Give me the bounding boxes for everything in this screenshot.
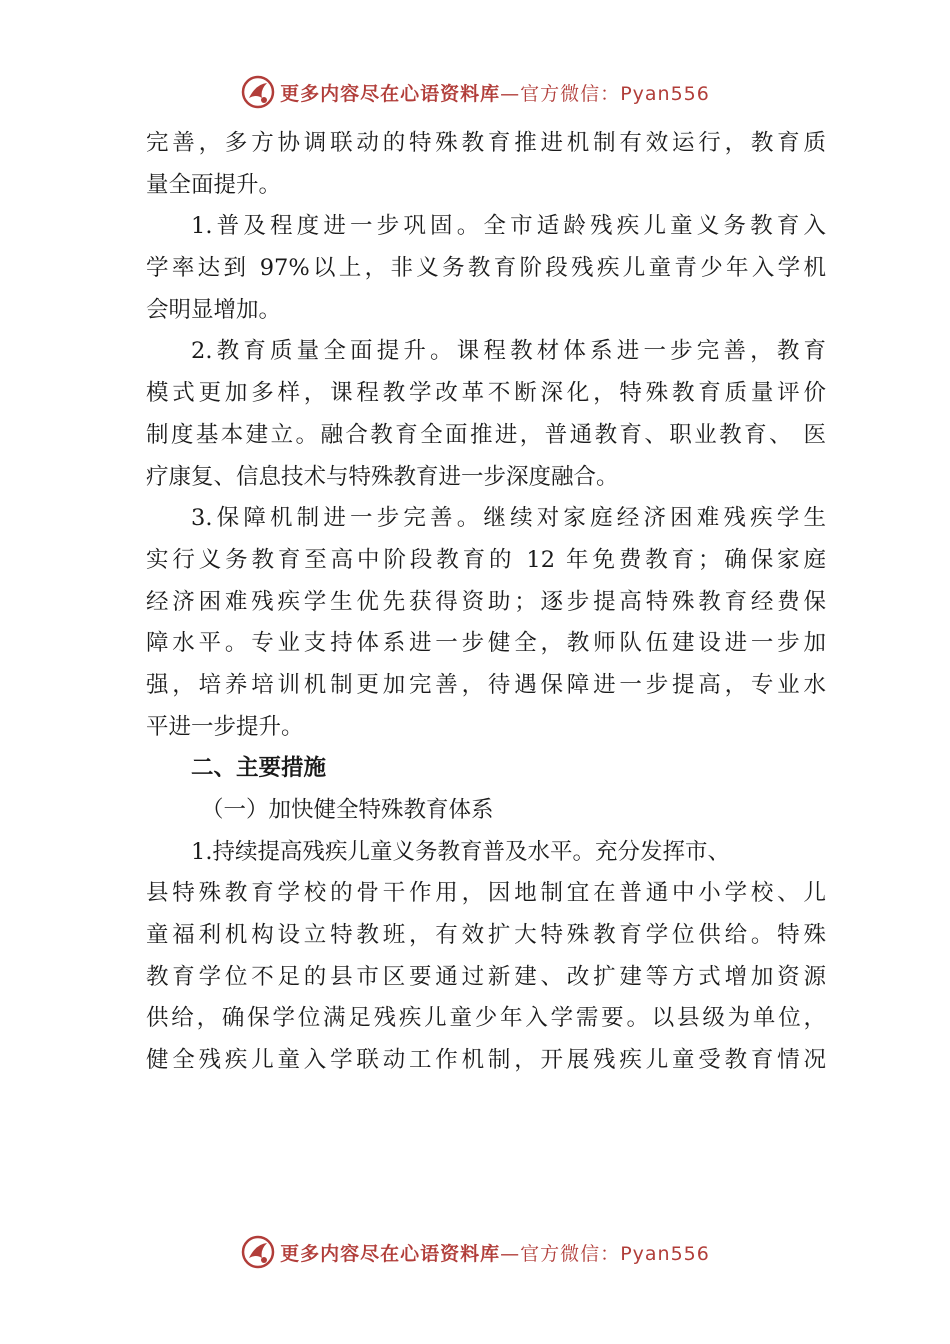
paragraph-line: 教育学位不足的县市区要通过新建、改扩建等方式增加资源 [146, 963, 826, 990]
paragraph-line: 2.教育质量全面提升。课程教材体系进一步完善，教育 [191, 338, 826, 365]
brand-logo-icon [240, 74, 276, 110]
banner-separator: — [500, 1242, 521, 1265]
subsection-heading: （一）加快健全特殊教育体系 [201, 797, 494, 823]
brand-logo-icon [240, 1234, 276, 1270]
paragraph-line: 制度基本建立。融合教育全面推进，普通教育、职业教育、 医 [146, 421, 826, 448]
paragraph-line: 疗康复、信息技术与特殊教育进一步深度融合。 [146, 463, 619, 490]
paragraph-line: 3.保障机制进一步完善。继续对家庭经济困难残疾学生 [191, 505, 826, 532]
banner-text [280, 1239, 710, 1266]
paragraph-line: 县特殊教育学校的骨干作用，因地制宜在普通中小学校、儿 [146, 880, 826, 907]
paragraph-line: 1.持续提高残疾儿童义务教育普及水平。充分发挥市、 [191, 838, 730, 865]
paragraph-line: 障水平。专业支持体系进一步健全，教师队伍建设进一步加 [146, 630, 826, 657]
paragraph-line: 健全残疾儿童入学联动工作机制，开展残疾儿童受教育情况 [146, 1047, 826, 1074]
banner-wechat-id: Pyan556 [620, 82, 710, 105]
banner-text [280, 79, 710, 106]
banner-wechat-label: 官方微信： [520, 82, 621, 105]
paragraph-line: 1.普及程度进一步巩固。全市适龄残疾儿童义务教育入 [191, 213, 826, 240]
paragraph-line: 经济困难残疾学生优先获得资助；逐步提高特殊教育经费保 [146, 588, 826, 615]
paragraph-line: 强，培养培训机制更加完善，待遇保障进一步提高，专业水 [146, 671, 826, 698]
paragraph-line: 模式更加多样，课程教学改革不断深化，特殊教育质量评价 [146, 380, 826, 407]
paragraph-line: 量全面提升。 [146, 171, 282, 198]
paragraph-line: 供给，确保学位满足残疾儿童少年入学需要。以县级为单位， [146, 1005, 826, 1032]
paragraph-line: 童福利机构设立特教班，有效扩大特殊教育学位供给。特殊 [146, 922, 826, 949]
banner-wechat-id: Pyan556 [620, 1242, 710, 1265]
paragraph-line: 完善，多方协调联动的特殊教育推进机制有效运行，教育质 [146, 130, 826, 156]
paragraph-line: 会明显增加。 [146, 296, 282, 323]
paragraph-line: 实行义务教育至高中阶段教育的 12 年免费教育；确保家庭 [146, 546, 826, 573]
banner-site: 更多内容尽在心语资料库 [280, 82, 501, 105]
paragraph-line: 平进一步提升。 [146, 713, 304, 740]
banner-separator: — [500, 82, 521, 105]
header-banner [0, 70, 950, 114]
banner-wechat-label: 官方微信： [520, 1242, 621, 1265]
document-body [146, 123, 826, 1082]
paragraph-line: 学率达到 97%以上，非义务教育阶段残疾儿童青少年入学机 [146, 255, 826, 282]
section-heading: 二、主要措施 [191, 755, 327, 782]
banner-site: 更多内容尽在心语资料库 [280, 1242, 501, 1265]
footer-banner [0, 1230, 950, 1274]
